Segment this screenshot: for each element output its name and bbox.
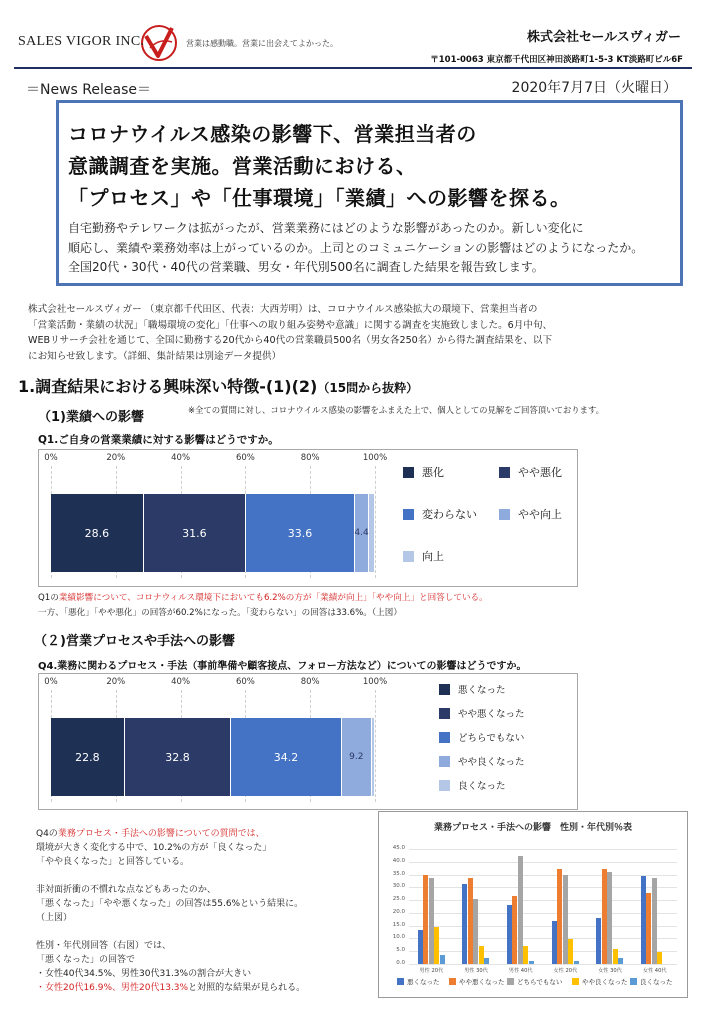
bar-4-2 — [607, 872, 612, 964]
bar-2-0 — [507, 905, 512, 964]
bar-0-3 — [434, 927, 439, 964]
bar-3-0 — [552, 921, 557, 964]
legend-item — [439, 730, 524, 744]
q4-text-10 — [36, 980, 305, 993]
x-tick-label: 20% — [106, 453, 126, 463]
gridline — [409, 938, 677, 939]
legend-label: やや悪くなった — [459, 978, 505, 986]
question-1: Q1.ご自身の営業業績に対する影響はどうですか。 — [38, 434, 279, 446]
legend-swatch — [499, 509, 510, 520]
bar-segment-3 — [231, 718, 342, 796]
survey-note: ※全ての質問に対し、コロナウイルス感染の影響をふまえた上で、個人としての見解をご回答頂いております。 — [188, 405, 605, 415]
legend-swatch — [439, 684, 450, 695]
gridline — [409, 900, 677, 901]
y-tick-label: 35.0 — [392, 870, 405, 877]
gridline — [409, 964, 677, 965]
headline-line-1: コロナウイルス感染の影響下、営業担当者の — [68, 122, 477, 146]
q1-comment-2: 一方、「悪化」「やや悪化」の回答が60.2%になった。「変わらない」の回答は33.6%。（上図） — [38, 608, 402, 618]
legend-item — [439, 754, 525, 768]
legend-item — [499, 464, 562, 480]
legend-item — [403, 464, 444, 480]
data-label: 28.6 — [84, 526, 110, 540]
gridline — [409, 862, 677, 863]
bar-4-1 — [602, 869, 607, 964]
legend-swatch — [439, 732, 450, 743]
company-name: 株式会社セールスヴィガー — [526, 30, 681, 45]
legend-item — [403, 548, 444, 564]
intro-line-1: 株式会社セールスヴィガー （東京都千代田区、代表：大西芳明）は、コロナウイルス感染拡大の環境下、営業担当者の — [28, 304, 538, 315]
legend-label: やや向上 — [518, 508, 562, 521]
gridline — [409, 926, 677, 927]
x-tick-label: 40% — [171, 677, 191, 687]
company-address: 〒101-0063 東京都千代田区神田淡路町1-5-3 KT淡路町ビル6F — [430, 55, 683, 65]
data-label: 34.2 — [273, 750, 299, 764]
gridline — [409, 849, 677, 850]
x-tick-label: 100% — [362, 677, 388, 687]
y-tick-label: 40.0 — [392, 857, 405, 864]
bar-segment-1 — [51, 718, 125, 796]
x-tick-label: 40% — [171, 453, 191, 463]
y-tick-label: 45.0 — [392, 845, 405, 851]
q1-comment-prefix: Q1の — [38, 593, 59, 603]
x-category-label: 女性 20代 — [553, 968, 578, 974]
bar-0-4 — [440, 955, 445, 964]
legend-swatch — [507, 978, 514, 985]
legend-item — [439, 706, 525, 720]
legend-swatch — [403, 551, 414, 562]
legend-label: 悪くなった — [458, 685, 506, 696]
bar-5-0 — [641, 876, 646, 964]
bar-3-2 — [563, 875, 568, 964]
y-tick-label: 30.0 — [392, 883, 405, 890]
y-tick-label: 15.0 — [392, 921, 405, 928]
q1-comment-highlight: 業績影響について、コロナウィルス環境下においても6.2%の方が「業績が向上」「やや向上」と回答している。 — [58, 593, 488, 603]
bar-segment-2 — [144, 494, 246, 572]
section-title — [18, 374, 418, 397]
legend-swatch — [403, 467, 414, 478]
data-label: 9.2 — [349, 752, 364, 762]
data-label: 22.8 — [75, 750, 100, 764]
bar-2-3 — [523, 946, 528, 964]
q4-text-4: 非対面折衝の不慣れな点などもあったのか、 — [36, 885, 216, 895]
bar-4-0 — [596, 918, 601, 964]
bar-3-1 — [557, 869, 562, 964]
legend-label: 悪くなった — [407, 978, 440, 986]
bar-2-4 — [529, 961, 534, 964]
legend-swatch — [439, 756, 450, 767]
legend-item — [397, 977, 440, 986]
legend-swatch — [439, 780, 450, 791]
bar-segment-3 — [246, 494, 355, 572]
header-divider — [14, 67, 692, 69]
q4-text-8: 「悪くなった」の回答で — [36, 955, 136, 965]
bar-segment-1 — [51, 494, 144, 572]
release-date: 2020年7月7日（火曜日） — [511, 80, 677, 96]
y-tick-label: 0.0 — [396, 960, 405, 966]
bar-5-3 — [657, 952, 662, 964]
subsection-performance: （1)業績への影響 — [38, 410, 144, 425]
legend-item — [439, 682, 506, 696]
legend-label: やや良くなった — [458, 757, 525, 768]
q4-text-3: 「やや良くなった」と回答している。 — [36, 857, 190, 867]
bar-0-2 — [429, 878, 434, 964]
bar-segment-5 — [372, 718, 375, 796]
x-tick-label: 20% — [106, 677, 126, 687]
question-4: Q4.業務に関わるプロセス・手法（事前準備や顧客接点、フォロー方法など）についての影響はどうですか。 — [38, 661, 527, 672]
bar-3-3 — [568, 939, 573, 964]
legend-label: やや悪くなった — [458, 709, 525, 720]
gridline — [409, 951, 677, 952]
gender-age-chart-title: 業務プロセス・手法への影響 性別・年代別％表 — [433, 823, 632, 833]
legend-item — [403, 506, 477, 522]
legend-swatch — [449, 978, 456, 985]
legend-swatch — [499, 467, 510, 478]
legend-label: 変わらない — [422, 508, 477, 521]
q4-text-6: （上図） — [36, 913, 73, 923]
q4-text-10-highlight: ・女性20代16.9%、男性20代13.3% — [36, 983, 189, 993]
y-tick-label: 10.0 — [392, 934, 405, 941]
bar-0-1 — [423, 875, 428, 964]
gridline — [375, 690, 376, 802]
bar-1-4 — [484, 958, 489, 964]
legend-label: やや悪化 — [518, 466, 562, 479]
legend-label: やや良くなった — [582, 978, 628, 986]
bar-segment-2 — [125, 718, 231, 796]
x-category-label: 男性 30代 — [464, 968, 488, 974]
bar-5-1 — [646, 893, 651, 964]
q4-text-2: 環境が大きく変化する中で、10.2%の方が「良くなった」 — [36, 843, 272, 853]
subsection-process: （２)営業プロセスや手法への影響 — [34, 634, 235, 649]
gridline — [409, 887, 677, 888]
x-tick-label: 60% — [235, 677, 255, 687]
bar-segment-4 — [342, 718, 372, 796]
data-label: 32.8 — [165, 750, 190, 764]
legend-swatch — [439, 708, 450, 719]
legend-swatch — [572, 978, 579, 985]
bar-segment-4 — [355, 494, 369, 572]
x-tick-label: 0% — [44, 453, 58, 463]
y-tick-label: 5.0 — [396, 947, 405, 954]
data-label: 33.6 — [287, 526, 313, 540]
section-title-note: （15問から抜粋） — [317, 381, 419, 395]
legend-label: 良くなった — [640, 978, 673, 986]
legend-label: どちらでもない — [517, 978, 563, 986]
bar-1-3 — [479, 946, 484, 964]
y-tick-label: 20.0 — [392, 908, 405, 915]
data-label: 4.4 — [354, 528, 369, 538]
q4-chart — [38, 673, 578, 810]
legend-label: 悪化 — [422, 466, 444, 479]
x-tick-label: 100% — [362, 453, 388, 463]
q1-comment-1 — [38, 591, 488, 603]
legend-item — [507, 977, 562, 986]
intro-line-2: 「営業活動・業績の状況」「職場環境の変化」「仕事への取り組み姿勢や意識」に関する調査を実施致しました。6月中旬、 — [28, 320, 553, 331]
legend-item — [439, 778, 506, 792]
logo-text: SALES VIGOR INC. — [18, 34, 145, 49]
gender-age-chart — [378, 811, 688, 998]
gridline — [409, 875, 677, 876]
legend-swatch — [403, 509, 414, 520]
q4-text-prefix: Q4の — [36, 829, 58, 839]
q4-text-7: 性別・年代別回答（右図）では、 — [36, 941, 172, 951]
company-logo — [138, 22, 180, 64]
x-tick-label: 0% — [44, 677, 58, 687]
data-label: 31.6 — [182, 526, 207, 540]
intro-line-4: にお知らせ致します。（詳細、集計結果は別途データ提供） — [28, 351, 282, 362]
bar-2-1 — [512, 896, 517, 964]
section-title-text: 1.調査結果における興味深い特徴-(1)(2) — [18, 377, 318, 396]
legend-swatch — [630, 978, 637, 985]
gridline — [375, 466, 376, 578]
legend-swatch — [397, 978, 404, 985]
summary-line-1: 自宅勤務やテレワークは拡がったが、営業業務にはどのような影響があったのか。新しい変化に — [68, 221, 584, 235]
x-tick-label: 80% — [300, 677, 320, 687]
x-tick-label: 60% — [235, 453, 255, 463]
x-category-label: 女性 40代 — [642, 968, 667, 974]
bar-segment-5 — [369, 494, 375, 572]
tagline: 営業は感動職。営業に出会えてよかった。 — [186, 39, 338, 48]
x-tick-label: 80% — [300, 453, 320, 463]
x-category-label: 男性 20代 — [419, 968, 444, 974]
bar-4-3 — [613, 949, 618, 964]
legend-label: どちらでもない — [458, 733, 525, 744]
q4-text-1 — [36, 826, 265, 839]
bar-3-4 — [574, 961, 579, 964]
legend-item — [630, 977, 673, 986]
bar-1-2 — [473, 899, 478, 964]
bar-4-4 — [618, 958, 623, 964]
x-category-label: 女性 30代 — [598, 968, 622, 974]
legend-label: 向上 — [422, 550, 444, 563]
x-category-label: 男性 40代 — [508, 968, 533, 974]
intro-line-3: WEBリサーチ会社を通じて、全国に勤務する20代から40代の営業職員500名（男女各250名）から得た調査結果を、以下 — [28, 335, 553, 346]
headline-line-2: 意識調査を実施。営業活動における、 — [68, 154, 417, 178]
gridline — [409, 913, 677, 914]
q4-text-5: 「悪くなった」「やや悪くなった」の回答は55.6%という結果に。 — [36, 899, 304, 909]
bar-1-1 — [468, 878, 473, 964]
q4-text-highlight: 業務プロセス・手法への影響についての質問では、 — [57, 829, 265, 839]
bar-5-2 — [652, 878, 657, 964]
bar-2-2 — [518, 856, 523, 964]
summary-line-2: 順応し、業績や業務効率は上がっているのか。上司とのコミュニケーションの影響はどのようになったか。 — [68, 241, 644, 255]
summary-line-3: 全国20代・30代・40代の営業職、男女・年代別500名に調査した結果を報告致します。 — [68, 260, 544, 274]
bar-0-0 — [418, 930, 423, 964]
legend-item — [572, 977, 628, 986]
q1-chart — [38, 449, 578, 587]
q4-text-10-rest: と対照的な結果が見られる。 — [188, 983, 306, 993]
y-tick-label: 25.0 — [392, 896, 405, 903]
q4-text-9: ・女性40代34.5%、男性30代31.3%の割合が大きい — [36, 969, 252, 979]
news-release-label: ＝News Release＝ — [26, 82, 151, 98]
legend-label: 良くなった — [458, 781, 506, 792]
bar-1-0 — [462, 884, 467, 964]
legend-item — [449, 977, 505, 986]
legend-item — [499, 506, 562, 522]
headline-line-3: 「プロセス」や「仕事環境」「業績」への影響を探る。 — [68, 186, 571, 210]
